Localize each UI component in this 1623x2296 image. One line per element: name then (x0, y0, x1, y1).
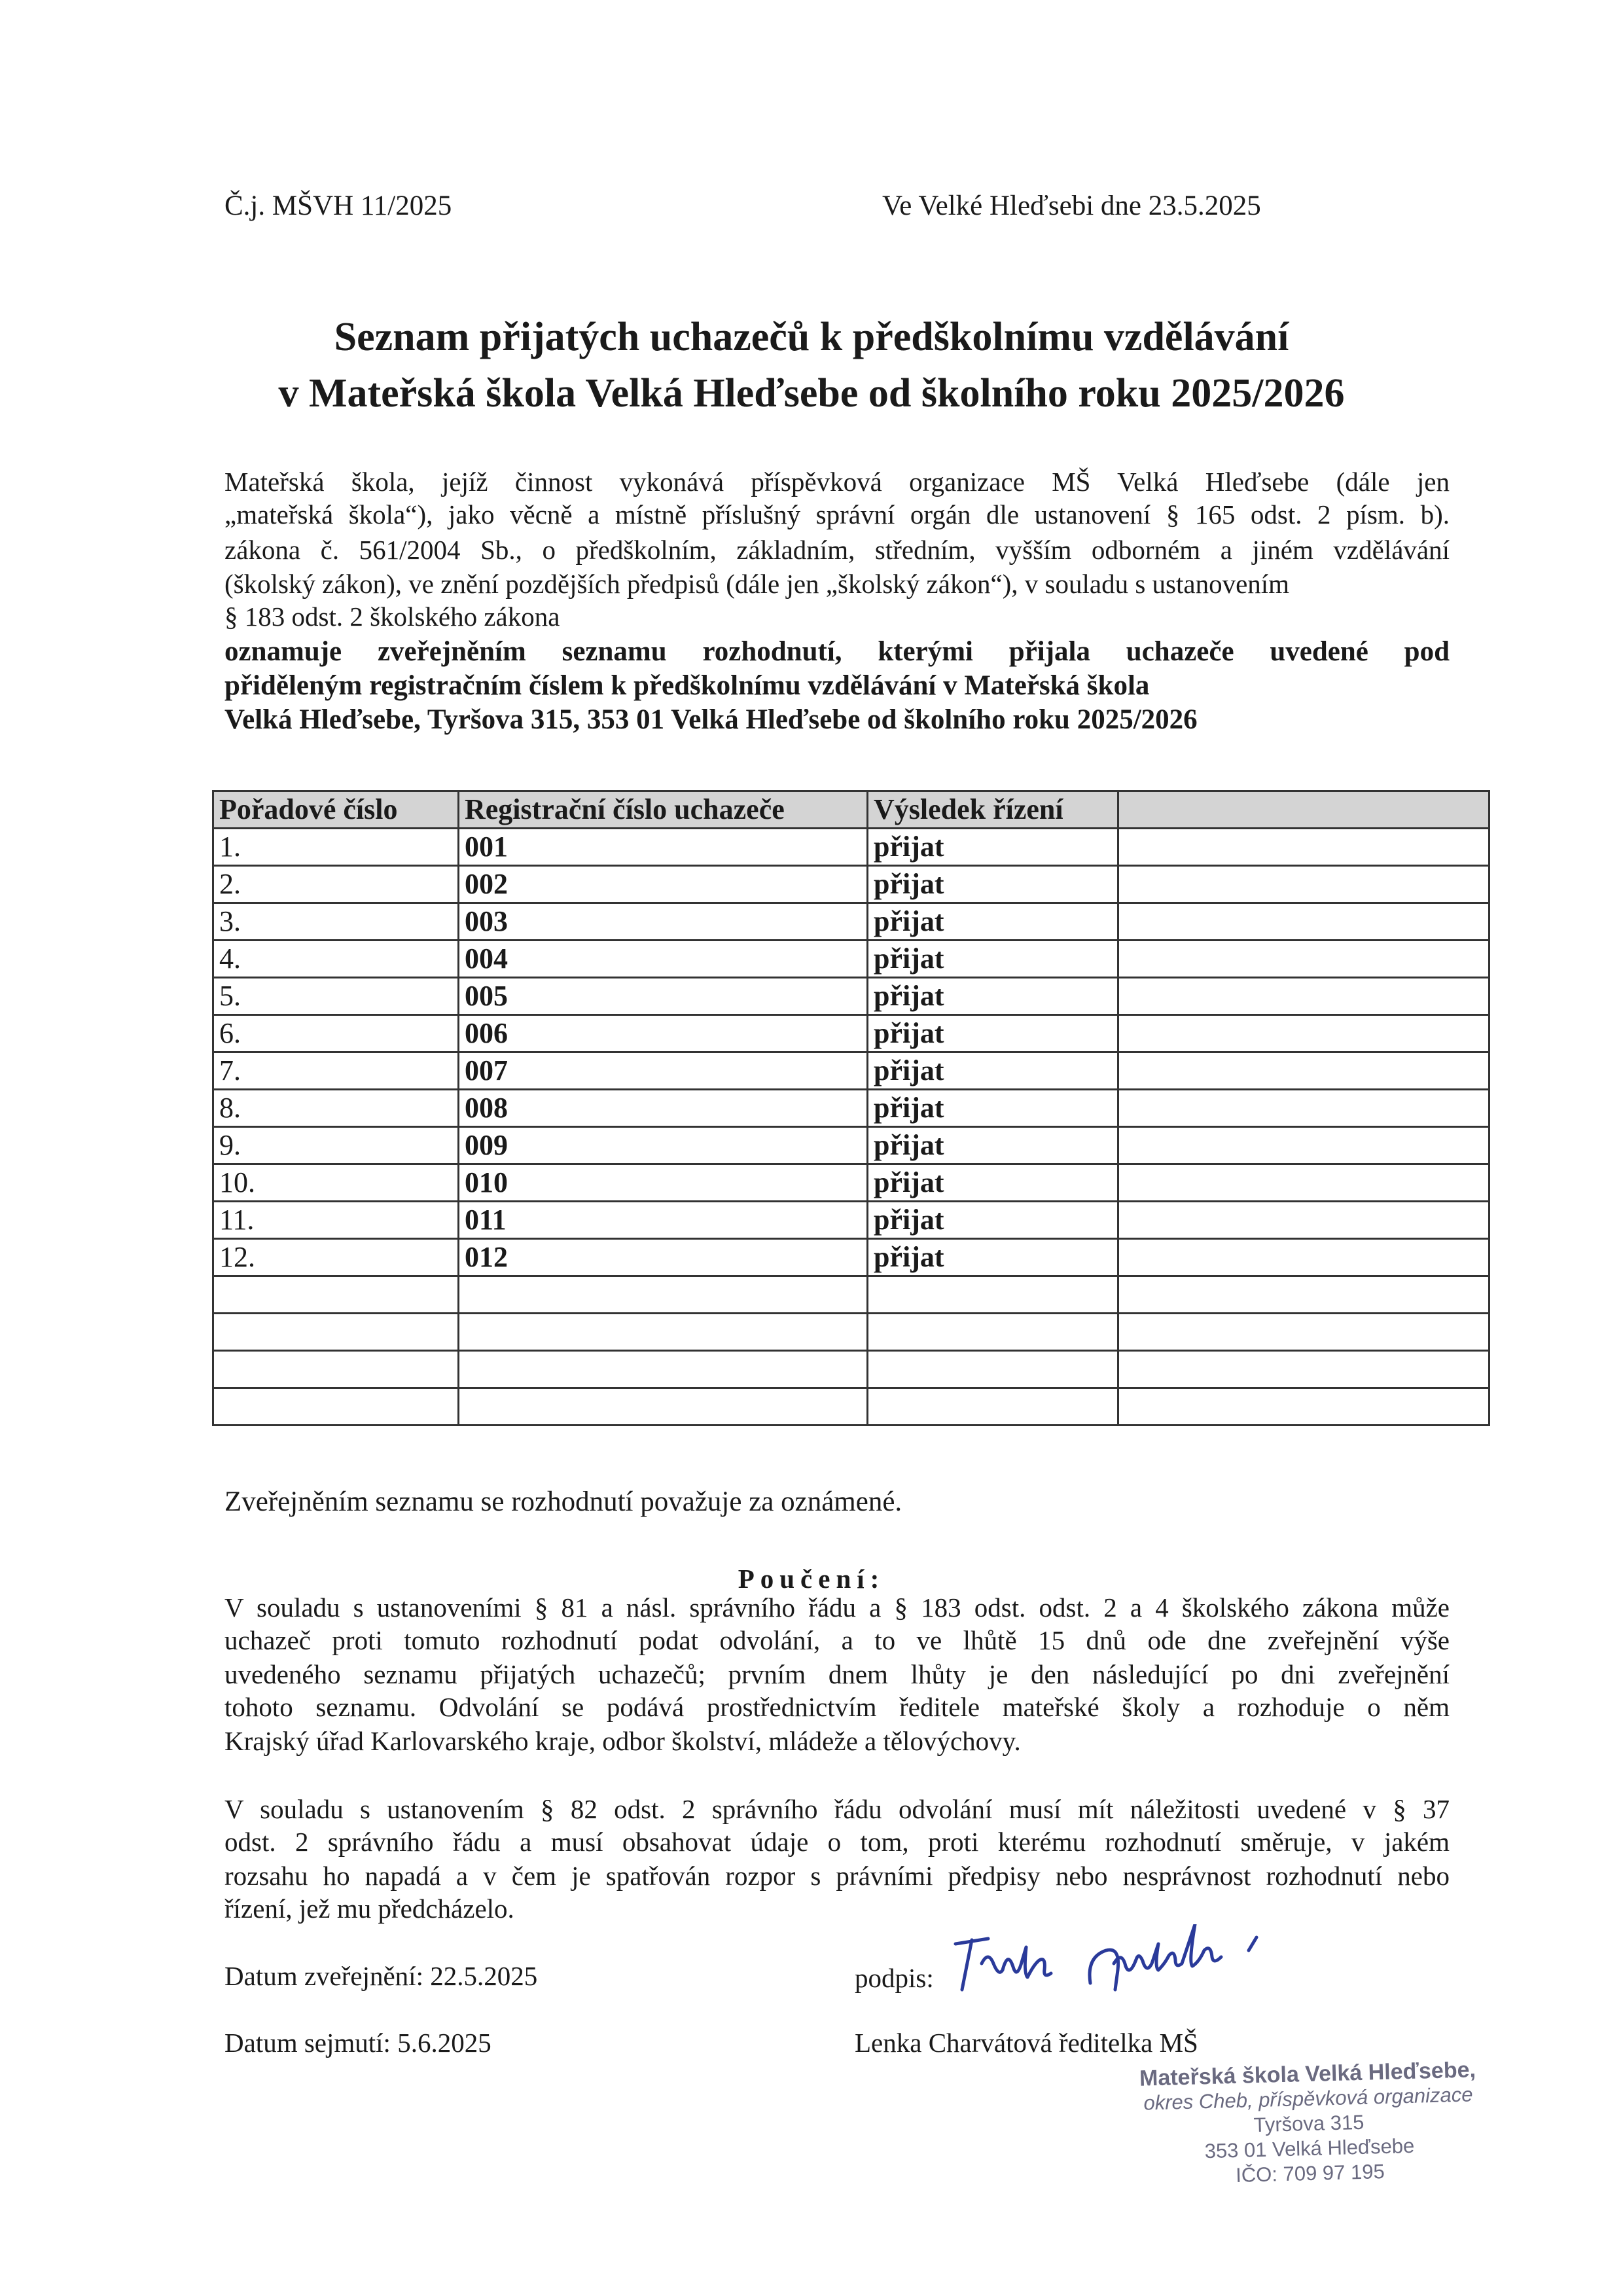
order-cell: 8. (213, 1090, 459, 1127)
order-cell: 10. (213, 1164, 459, 1202)
stamp-line: Tyršova 315 (1253, 2110, 1364, 2137)
table-row (213, 1127, 1489, 1164)
col-header-result: Výsledek řízení (868, 791, 1118, 829)
blank-cell (1118, 1276, 1489, 1314)
instruction-line: řízení, jež mu předcházelo. (224, 1893, 514, 1924)
result-cell: přijat (868, 903, 1118, 941)
registration-cell: 009 (459, 1127, 868, 1164)
instruction-line: odst. 2 správního řádu a musí obsahovat údaje o tom, proti kterému rozhodnutí směruje, v jakém (224, 1827, 1450, 1857)
registration-cell: 005 (459, 978, 868, 1015)
registration-cell: 007 (459, 1052, 868, 1090)
order-cell: 2. (213, 866, 459, 903)
result-cell: přijat (868, 866, 1118, 903)
stamp-line: IČO: 709 97 195 (1235, 2160, 1385, 2187)
table-row (213, 1164, 1489, 1202)
table-row (213, 978, 1489, 1015)
result-cell: přijat (868, 1052, 1118, 1090)
blank-cell (1118, 1388, 1489, 1426)
table-row (213, 829, 1489, 866)
blank-cell (459, 1351, 868, 1388)
instruction-line: uchazeč proti tomuto rozhodnutí podat odvolání, a to ve lhůtě 15 dnů ode dne zveřejnění výše (224, 1625, 1450, 1655)
instruction-line: V souladu s ustanoveními § 81 a násl. správního řádu a § 183 odst. odst. 2 a 4 školského zákona může (224, 1592, 1450, 1623)
table-row (213, 1052, 1489, 1090)
signer-name: Lenka Charvátová ředitelka MŠ (855, 2028, 1198, 2058)
admission-results-table (212, 790, 1490, 1426)
handwritten-signature (942, 1924, 1309, 2003)
registration-cell: 012 (459, 1239, 868, 1276)
document-title-line-2: v Mateřská škola Velká Hleďsebe od školního roku 2025/2026 (278, 371, 1345, 416)
blank-cell (868, 1351, 1118, 1388)
registration-cell: 002 (459, 866, 868, 903)
blank-cell (1118, 1314, 1489, 1351)
result-cell: přijat (868, 829, 1118, 866)
instruction-line: V souladu s ustanovením § 82 odst. 2 správního řádu odvolání musí mít náležitosti uvedené v § 37 (224, 1794, 1450, 1824)
empty-table-row (213, 1388, 1489, 1426)
order-cell: 12. (213, 1239, 459, 1276)
result-cell: přijat (868, 1127, 1118, 1164)
blank-cell (868, 1314, 1118, 1351)
instruction-line: tohoto seznamu. Odvolání se podává prostřednictvím ředitele mateřské školy a rozhoduje o něm (224, 1692, 1450, 1722)
table-row (213, 866, 1489, 903)
result-cell: přijat (868, 1090, 1118, 1127)
blank-cell (1118, 1351, 1489, 1388)
blank-cell (1118, 941, 1489, 978)
blank-cell (1118, 1127, 1489, 1164)
result-cell: přijat (868, 1015, 1118, 1052)
blank-cell (1118, 1090, 1489, 1127)
registration-cell: 010 (459, 1164, 868, 1202)
blank-cell (868, 1276, 1118, 1314)
empty-table-row (213, 1276, 1489, 1314)
table-row (213, 903, 1489, 941)
order-cell: 11. (213, 1202, 459, 1239)
reference-number: Č.j. MŠVH 11/2025 (224, 190, 452, 221)
result-cell: přijat (868, 1202, 1118, 1239)
table-header-row (213, 791, 1489, 829)
registration-cell: 011 (459, 1202, 868, 1239)
blank-cell (459, 1388, 868, 1426)
table-row (213, 1090, 1489, 1127)
school-stamp (1098, 2056, 1520, 2192)
col-header-registration: Registrační číslo uchazeče (459, 791, 868, 829)
date-removed: Datum sejmutí: 5.6.2025 (224, 2028, 491, 2058)
blank-cell (459, 1314, 868, 1351)
order-cell: 1. (213, 829, 459, 866)
published-note: Zveřejněním seznamu se rozhodnutí považuje za oznámené. (224, 1486, 902, 1517)
registration-cell: 003 (459, 903, 868, 941)
order-cell: 3. (213, 903, 459, 941)
intro-line: „mateřská škola“), jako věcně a místně příslušný správní orgán dle ustanovení § 165 odst. 2 písm. b). (224, 499, 1450, 529)
place-and-date: Ve Velké Hleďsebi dne 23.5.2025 (882, 190, 1261, 221)
result-cell: přijat (868, 1164, 1118, 1202)
registration-cell: 001 (459, 829, 868, 866)
instruction-line: rozsahu ho napadá a v čem je spatřován rozpor s právními předpisy nebo nesprávnost rozhodnutí nebo (224, 1861, 1450, 1891)
instruction-line: uvedeného seznamu přijatých uchazečů; prvním dnem lhůty je den následující po dni zveřejnění (224, 1659, 1450, 1689)
blank-cell (1118, 903, 1489, 941)
signature-label: podpis: (855, 1963, 934, 1993)
order-cell: 5. (213, 978, 459, 1015)
table-body (213, 829, 1489, 1426)
registration-cell: 008 (459, 1090, 868, 1127)
empty-table-row (213, 1314, 1489, 1351)
result-cell: přijat (868, 941, 1118, 978)
announcement-line: Velká Hleďsebe, Tyršova 315, 353 01 Velká Hleďsebe od školního roku 2025/2026 (224, 704, 1198, 735)
blank-cell (1118, 1202, 1489, 1239)
blank-cell (1118, 1239, 1489, 1276)
table-row (213, 1202, 1489, 1239)
registration-cell: 006 (459, 1015, 868, 1052)
intro-line: § 183 odst. 2 školského zákona (224, 601, 560, 632)
stamp-line: 353 01 Velká Hleďsebe (1204, 2134, 1415, 2163)
table-row (213, 1239, 1489, 1276)
blank-cell (868, 1388, 1118, 1426)
registration-cell: 004 (459, 941, 868, 978)
table-row (213, 941, 1489, 978)
instruction-heading: Poučení: (738, 1564, 885, 1594)
announcement-line: přiděleným registračním číslem k předškolnímu vzdělávání v Mateřská škola (224, 670, 1150, 701)
blank-cell (1118, 1015, 1489, 1052)
blank-cell (1118, 978, 1489, 1015)
instruction-line: Krajský úřad Karlovarského kraje, odbor školství, mládeže a tělovýchovy. (224, 1726, 1021, 1756)
blank-cell (213, 1351, 459, 1388)
blank-cell (213, 1314, 459, 1351)
order-cell: 6. (213, 1015, 459, 1052)
stamp-line: Mateřská škola Velká Hleďsebe, (1139, 2057, 1476, 2091)
blank-cell (213, 1388, 459, 1426)
order-cell: 4. (213, 941, 459, 978)
blank-cell (1118, 829, 1489, 866)
blank-cell (1118, 866, 1489, 903)
intro-line: (školský zákon), ve znění pozdějších předpisů (dále jen „školský zákon“), v souladu s ustanovením (224, 569, 1290, 599)
empty-table-row (213, 1351, 1489, 1388)
stamp-line: okres Cheb, příspěvková organizace (1143, 2083, 1473, 2115)
announcement-line: oznamuje zveřejněním seznamu rozhodnutí, kterými přijala uchazeče uvedené pod (224, 636, 1450, 667)
intro-line: zákona č. 561/2004 Sb., o předškolním, základním, středním, vyšším odborném a jiném vzdělávání (224, 535, 1450, 565)
document-title-line-1: Seznam přijatých uchazečů k předškolnímu vzdělávání (334, 315, 1289, 359)
col-header-order: Pořadové číslo (213, 791, 459, 829)
order-cell: 7. (213, 1052, 459, 1090)
result-cell: přijat (868, 978, 1118, 1015)
col-header-blank (1118, 791, 1489, 829)
date-published: Datum zveřejnění: 22.5.2025 (224, 1961, 538, 1991)
result-cell: přijat (868, 1239, 1118, 1276)
blank-cell (1118, 1164, 1489, 1202)
intro-line: Mateřská škola, jejíž činnost vykonává příspěvková organizace MŠ Velká Hleďsebe (dále jen (224, 467, 1450, 497)
table-row (213, 1015, 1489, 1052)
blank-cell (213, 1276, 459, 1314)
blank-cell (459, 1276, 868, 1314)
order-cell: 9. (213, 1127, 459, 1164)
blank-cell (1118, 1052, 1489, 1090)
